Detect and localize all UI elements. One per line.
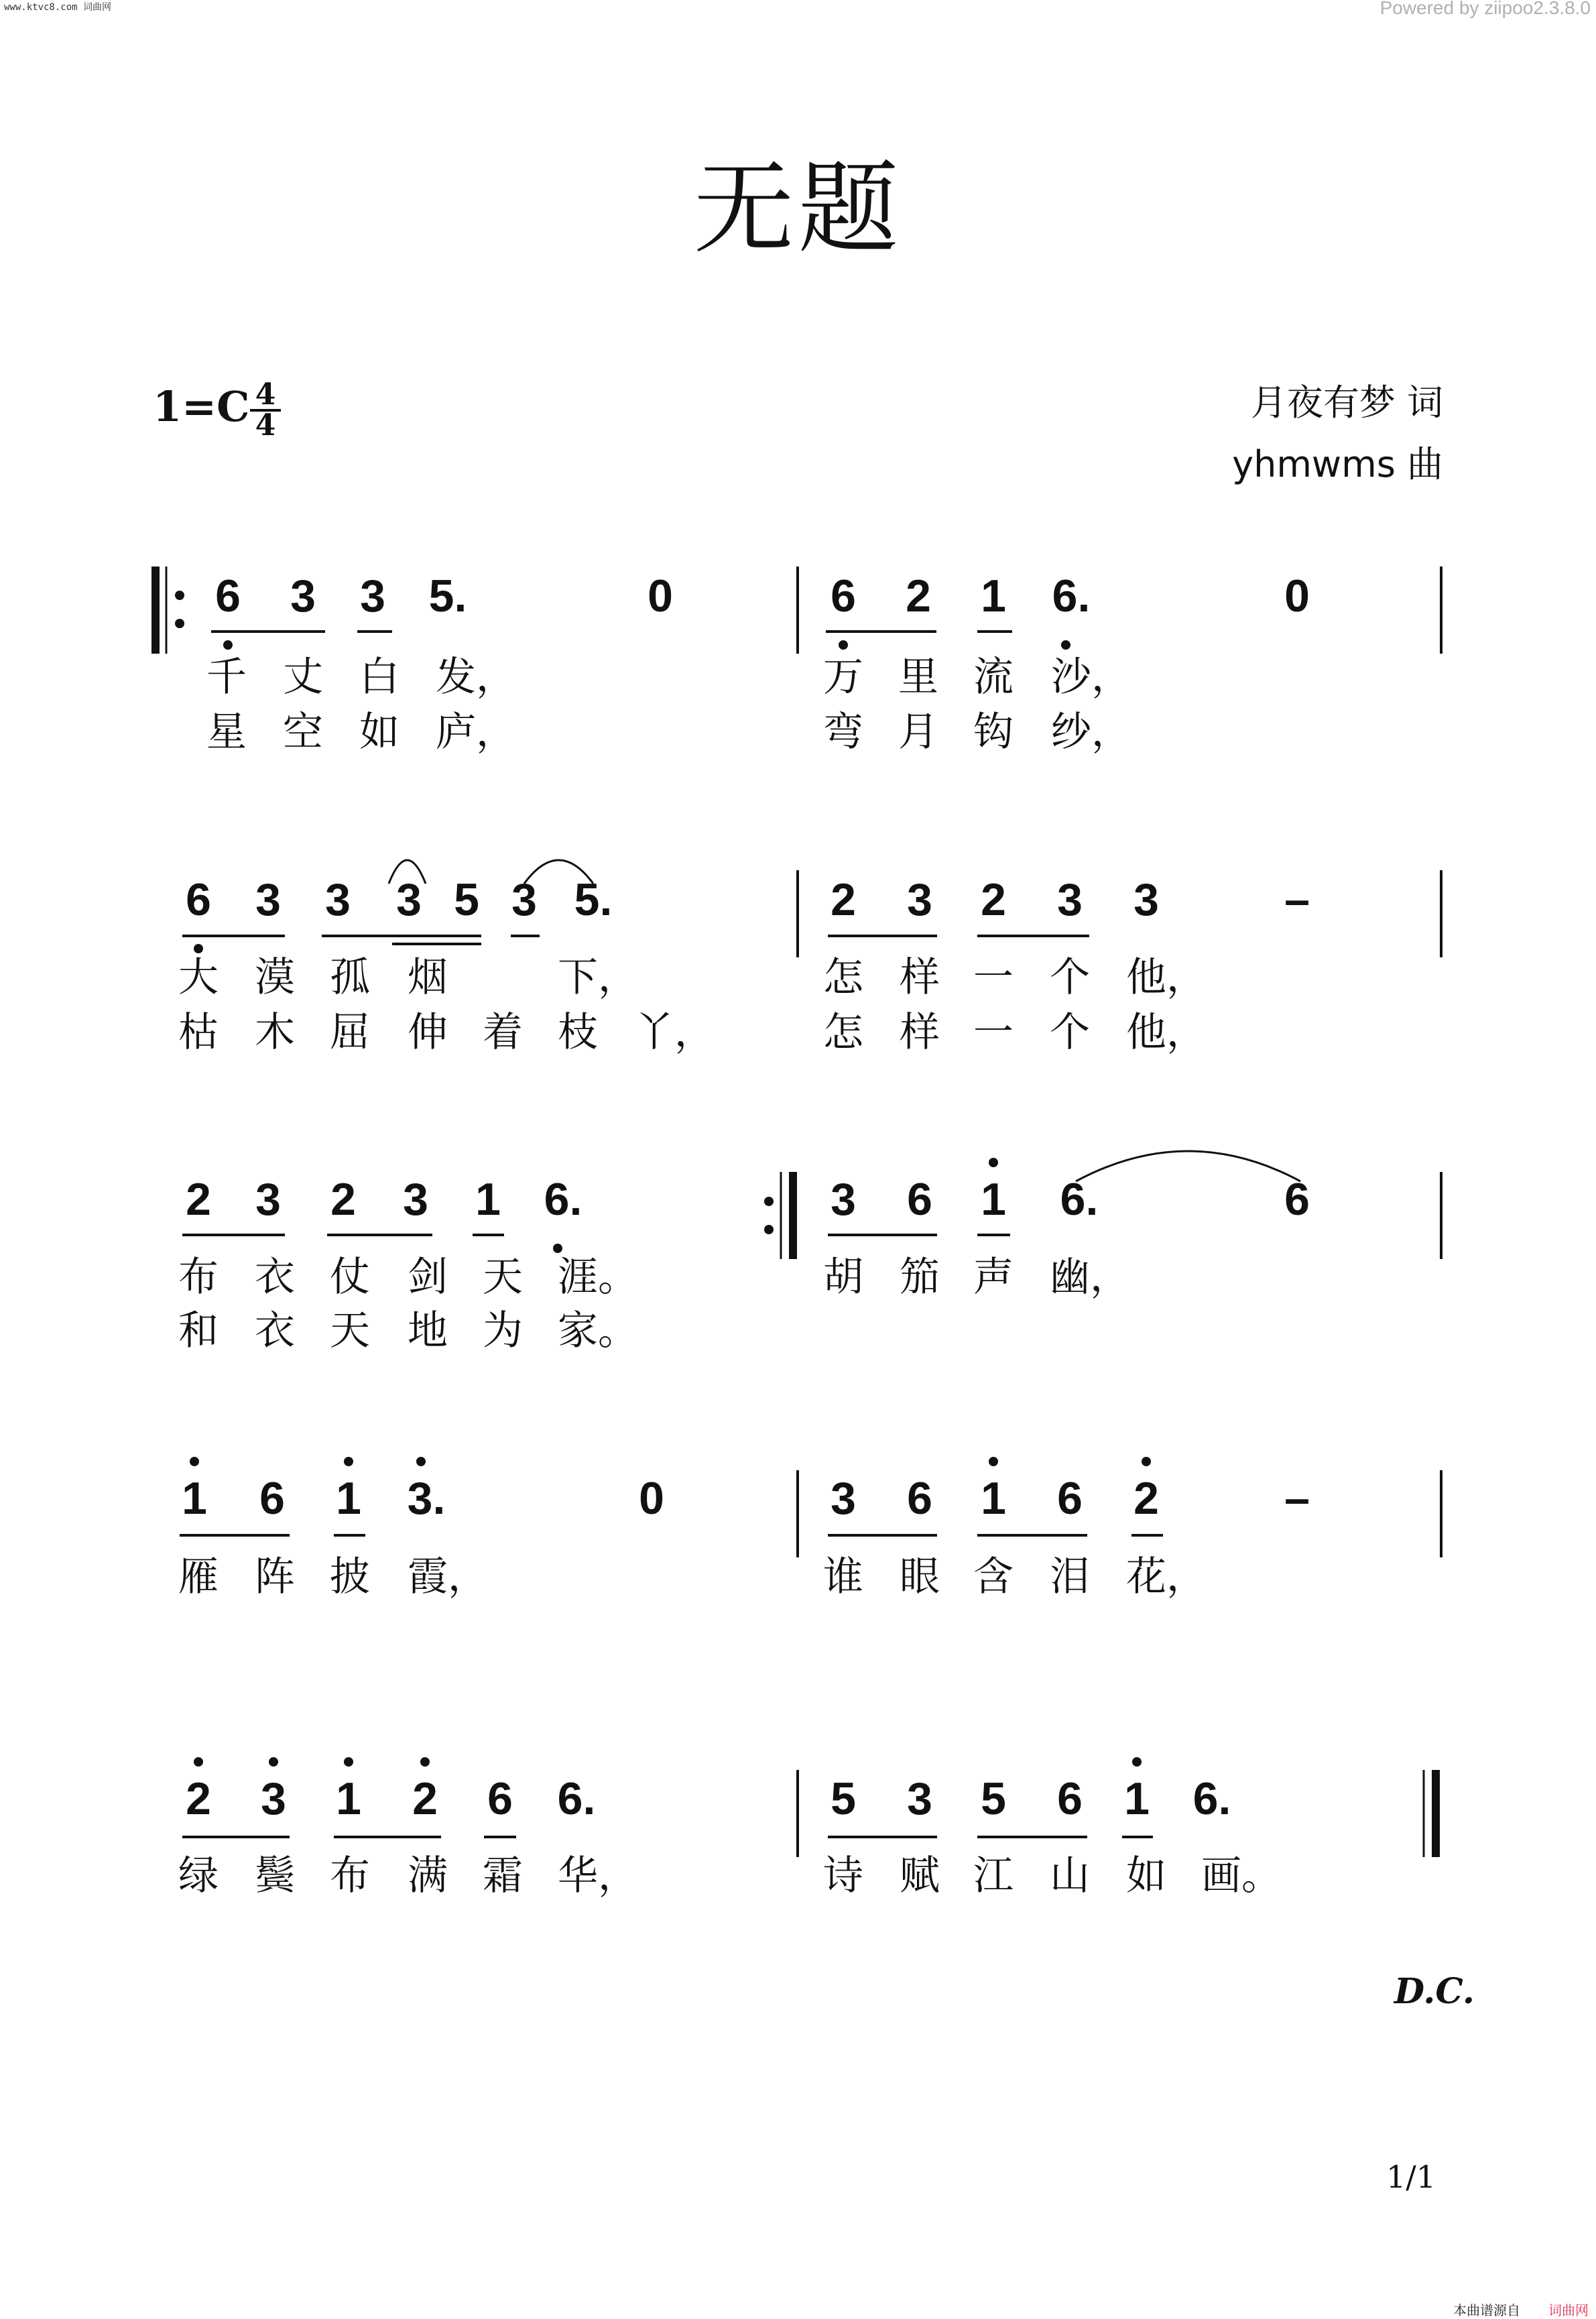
note-digit: 3 bbox=[360, 571, 385, 621]
note-digit: 0 bbox=[648, 571, 673, 621]
low-octave-dot bbox=[223, 640, 233, 650]
note-digit: 3 bbox=[403, 1174, 428, 1225]
lyric-char: 眼 bbox=[900, 1553, 940, 1600]
lyric-char: 阵 bbox=[255, 1553, 295, 1600]
note-digit: 6 bbox=[831, 571, 856, 621]
note-digit: 1 bbox=[475, 1174, 501, 1225]
powered-by: Powered by ziipoo2.3.8.0 bbox=[1379, 0, 1591, 18]
note-digit: 2 bbox=[831, 874, 856, 925]
note-digit: 3 bbox=[907, 1773, 932, 1824]
lyric-char: 江 bbox=[973, 1852, 1014, 1899]
note-digit: 3 bbox=[255, 874, 281, 925]
lyric-char: 星 bbox=[206, 709, 247, 756]
time-signature-bottom: 4 bbox=[255, 408, 276, 442]
note-digit: 1 bbox=[981, 1473, 1006, 1524]
lyric-char: 霞， bbox=[408, 1553, 488, 1600]
lyric-char: 孤 bbox=[330, 954, 370, 1001]
lyric-char: 天 bbox=[483, 1254, 523, 1301]
note-digit: 6. bbox=[557, 1773, 596, 1824]
repeat-dot bbox=[764, 1225, 774, 1234]
lyric-char: 发， bbox=[436, 654, 516, 701]
lyric-char: 声 bbox=[973, 1254, 1014, 1301]
lyric-char: 下， bbox=[558, 954, 638, 1001]
note-digit: 3 bbox=[1133, 874, 1159, 925]
lyric-char: 一 bbox=[973, 954, 1014, 1001]
lyric-char: 枝 bbox=[558, 1009, 598, 1056]
lyric-char: 布 bbox=[178, 1254, 219, 1301]
lyric-char: 月 bbox=[898, 709, 938, 756]
note-digit: 6. bbox=[1052, 571, 1091, 621]
lyric-char: 屈 bbox=[330, 1009, 370, 1056]
note-digit: 0 bbox=[639, 1473, 664, 1524]
site-url: www.ktvc8.com 词曲网 bbox=[4, 2, 112, 13]
high-octave-dot bbox=[190, 1457, 199, 1466]
high-octave-dot bbox=[420, 1757, 430, 1767]
lyric-char: 山 bbox=[1050, 1852, 1090, 1899]
lyric-char: 含 bbox=[973, 1553, 1014, 1600]
lyric-char: 赋 bbox=[900, 1852, 940, 1899]
lyric-char: 仗 bbox=[330, 1254, 370, 1301]
lyric-char: 流 bbox=[973, 654, 1014, 701]
note-digit: 3 bbox=[396, 874, 422, 925]
da-capo-mark: D.C. bbox=[1394, 1971, 1475, 2012]
lyric-char: 满 bbox=[408, 1852, 448, 1899]
lyric-char: 地 bbox=[408, 1307, 448, 1354]
lyric-char: 漠 bbox=[255, 954, 295, 1001]
low-octave-dot bbox=[553, 1244, 562, 1253]
note-digit: 6. bbox=[544, 1174, 582, 1225]
note-digit: 2 bbox=[186, 1773, 211, 1824]
lyric-char: 丫， bbox=[634, 1009, 715, 1056]
note-digit: 2 bbox=[186, 1174, 211, 1225]
lyric-char: 怎 bbox=[823, 954, 863, 1001]
note-digit: 1 bbox=[1124, 1773, 1150, 1824]
lyric-char: 样 bbox=[900, 954, 940, 1001]
note-digit: – bbox=[1284, 874, 1310, 925]
lyric-char: 如 bbox=[359, 709, 400, 756]
lyric-char: 为 bbox=[483, 1307, 523, 1354]
note-digit: 6 bbox=[907, 1174, 932, 1225]
lyric-char: 诗 bbox=[823, 1852, 863, 1899]
high-octave-dot bbox=[1142, 1457, 1151, 1466]
lyric-char: 着 bbox=[483, 1009, 523, 1056]
low-octave-dot bbox=[194, 944, 203, 953]
note-digit: 6 bbox=[259, 1473, 285, 1524]
note-digit: – bbox=[1284, 1473, 1310, 1524]
time-signature-top: 4 bbox=[250, 381, 281, 412]
low-octave-dot bbox=[839, 640, 848, 650]
lyric-char: 衣 bbox=[255, 1254, 295, 1301]
lyric-char: 沙， bbox=[1051, 654, 1131, 701]
lyric-char: 画。 bbox=[1201, 1852, 1282, 1899]
lyric-char: 怎 bbox=[823, 1009, 863, 1056]
lyric-char: 枯 bbox=[178, 1009, 219, 1056]
note-digit: 6 bbox=[186, 874, 211, 925]
lyric-char: 花， bbox=[1126, 1553, 1207, 1600]
lyric-char: 万 bbox=[823, 654, 863, 701]
note-digit: 6 bbox=[907, 1473, 932, 1524]
lyric-char: 家。 bbox=[558, 1307, 638, 1354]
high-octave-dot bbox=[269, 1757, 278, 1767]
note-digit: 6. bbox=[1192, 1773, 1231, 1824]
lyric-char: 华， bbox=[558, 1852, 638, 1899]
lyric-char: 空 bbox=[283, 709, 323, 756]
lyric-char: 弯 bbox=[823, 709, 863, 756]
lyric-char: 大 bbox=[178, 954, 219, 1001]
footer-source: 本曲谱源自 bbox=[1453, 2302, 1520, 2318]
lyric-char: 白 bbox=[359, 654, 400, 701]
lyric-char: 个 bbox=[1050, 1009, 1090, 1056]
note-digit: 1 bbox=[981, 571, 1006, 621]
lyric-char: 木 bbox=[255, 1009, 295, 1056]
note-digit: 3 bbox=[511, 874, 537, 925]
note-digit: 1 bbox=[981, 1174, 1006, 1225]
note-digit: 5. bbox=[428, 571, 467, 621]
repeat-dot bbox=[175, 591, 184, 600]
repeat-dot bbox=[764, 1197, 774, 1206]
lyric-char: 幽， bbox=[1050, 1254, 1130, 1301]
high-octave-dot bbox=[344, 1757, 353, 1767]
note-digit: 2 bbox=[1133, 1473, 1159, 1524]
note-digit: 5 bbox=[454, 874, 479, 925]
high-octave-dot bbox=[989, 1457, 998, 1466]
note-digit: 3 bbox=[831, 1473, 856, 1524]
lyric-char: 千 bbox=[206, 654, 247, 701]
note-digit: 3. bbox=[407, 1473, 446, 1524]
note-digit: 2 bbox=[906, 571, 931, 621]
lyricist-credit: 月夜有梦 词 bbox=[1250, 381, 1443, 424]
note-digit: 3 bbox=[831, 1174, 856, 1225]
note-digit: 6. bbox=[1060, 1174, 1099, 1225]
note-digit: 2 bbox=[412, 1773, 438, 1824]
lyric-char: 雁 bbox=[178, 1553, 219, 1600]
lyric-char: 涯。 bbox=[558, 1254, 638, 1301]
lyric-char: 布 bbox=[330, 1852, 370, 1899]
note-digit: 3 bbox=[261, 1773, 286, 1824]
lyric-char: 他， bbox=[1126, 1009, 1207, 1056]
note-digit: 3 bbox=[1057, 874, 1083, 925]
note-digit: 6 bbox=[1284, 1174, 1310, 1225]
lyric-char: 他， bbox=[1126, 954, 1207, 1001]
note-digit: 1 bbox=[336, 1773, 361, 1824]
high-octave-dot bbox=[989, 1158, 998, 1167]
high-octave-dot bbox=[344, 1457, 353, 1466]
footer-site: 词曲网 bbox=[1548, 2302, 1589, 2318]
lyric-char: 泪 bbox=[1050, 1553, 1090, 1600]
lyric-char: 钩 bbox=[973, 709, 1014, 756]
composer-credit: yhmwms 曲 bbox=[1232, 443, 1443, 485]
note-digit: 5 bbox=[981, 1773, 1006, 1824]
lyric-char: 纱， bbox=[1051, 709, 1131, 756]
lyric-char: 胡 bbox=[823, 1254, 863, 1301]
note-digit: 1 bbox=[182, 1473, 207, 1524]
high-octave-dot bbox=[194, 1757, 203, 1767]
tie-arc bbox=[1076, 1151, 1300, 1181]
note-digit: 3 bbox=[255, 1174, 281, 1225]
lyric-char: 伸 bbox=[408, 1009, 448, 1056]
key-signature: 1=C bbox=[153, 382, 250, 431]
lyric-char: 烟 bbox=[408, 954, 448, 1001]
note-digit: 3 bbox=[290, 571, 316, 621]
note-digit: 0 bbox=[1284, 571, 1310, 621]
lyric-char: 和 bbox=[178, 1307, 219, 1354]
lyric-char: 庐， bbox=[436, 709, 516, 756]
lyric-char: 样 bbox=[900, 1009, 940, 1056]
note-digit: 5 bbox=[831, 1773, 856, 1824]
lyric-char: 披 bbox=[330, 1553, 370, 1600]
lyric-char: 个 bbox=[1050, 954, 1090, 1001]
lyric-char: 鬓 bbox=[255, 1852, 295, 1899]
lyric-char: 剑 bbox=[408, 1254, 448, 1301]
lyric-char: 天 bbox=[330, 1307, 370, 1354]
note-digit: 1 bbox=[336, 1473, 361, 1524]
high-octave-dot bbox=[416, 1457, 426, 1466]
high-octave-dot bbox=[1132, 1757, 1142, 1767]
note-digit: 2 bbox=[981, 874, 1006, 925]
lyric-char: 谁 bbox=[823, 1553, 863, 1600]
note-digit: 6 bbox=[215, 571, 241, 621]
note-digit: 6 bbox=[1057, 1473, 1083, 1524]
note-digit: 5. bbox=[574, 874, 613, 925]
lyric-char: 笳 bbox=[900, 1254, 940, 1301]
lyric-char: 里 bbox=[898, 654, 938, 701]
note-digit: 3 bbox=[325, 874, 351, 925]
page-title: 无题 bbox=[693, 151, 903, 267]
repeat-dot bbox=[175, 619, 184, 628]
lyric-char: 衣 bbox=[255, 1307, 295, 1354]
note-digit: 6 bbox=[487, 1773, 513, 1824]
lyric-char: 一 bbox=[973, 1009, 1014, 1056]
note-digit: 2 bbox=[330, 1174, 356, 1225]
low-octave-dot bbox=[1061, 640, 1070, 650]
page-number: 1/1 bbox=[1386, 2159, 1436, 2195]
lyric-char: 丈 bbox=[283, 654, 323, 701]
note-digit: 6 bbox=[1057, 1773, 1083, 1824]
lyric-char: 如 bbox=[1126, 1852, 1166, 1899]
note-digit: 3 bbox=[907, 874, 932, 925]
lyric-char: 绿 bbox=[178, 1852, 219, 1899]
lyric-char: 霜 bbox=[483, 1852, 523, 1899]
